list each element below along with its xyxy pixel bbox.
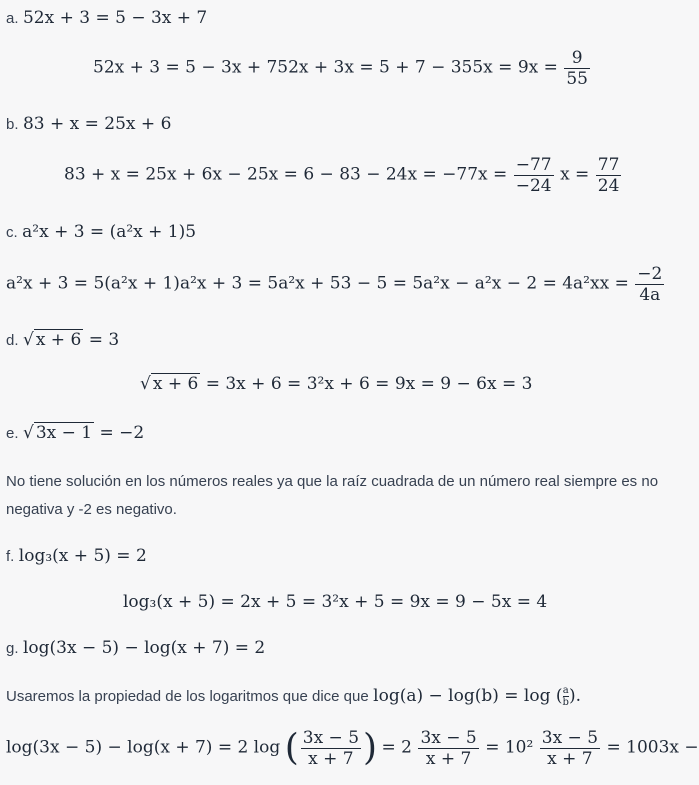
item-a-equation: 52x + 3 = 5 − 3x + 752x + 3x = 5 + 7 − 355x = 9x = xyxy=(93,57,558,78)
item-g-property-left: log(a) − log(b) = log xyxy=(373,686,551,706)
item-c-display xyxy=(6,264,672,305)
item-d-heading xyxy=(6,330,119,350)
item-g-paragraph-line xyxy=(6,683,581,711)
item-a-statement: 52x + 3 = 5 − 3x + 7 xyxy=(22,8,208,28)
item-f-display xyxy=(123,592,547,612)
item-g-open-paren: ( xyxy=(284,727,299,769)
item-b-fraction-2 xyxy=(596,155,622,196)
item-b-fraction-1-den: −24 xyxy=(515,176,552,196)
item-a-label: a. xyxy=(6,10,19,27)
item-g-display-end: = 1003x − xyxy=(606,737,699,758)
item-g-statement: log(3x − 5) − log(x + 7) = 2 xyxy=(22,638,266,658)
item-e-statement-rest: = −2 xyxy=(99,423,145,443)
item-c-label: c. xyxy=(6,224,18,241)
item-g-property: log(a) − log(b) = log ( $\frac{a}{b}$ ). xyxy=(373,685,581,708)
item-f-statement: log₃(x + 5) = 2 xyxy=(18,546,147,566)
item-g-fraction-3 xyxy=(540,728,600,769)
item-e-label: e. xyxy=(6,425,19,442)
item-f-label: f. xyxy=(6,548,15,565)
item-g-label: g. xyxy=(6,640,19,657)
item-a-display xyxy=(93,48,592,89)
item-a-heading xyxy=(6,8,207,28)
item-g-close-paren: ) xyxy=(363,727,378,769)
item-g-fraction-1-num: 3x − 5 xyxy=(302,728,360,748)
item-g-paragraph: Usaremos la propiedad de los logaritmos que dice que xyxy=(6,688,369,705)
item-b-heading xyxy=(6,114,171,134)
item-g-display xyxy=(6,727,699,769)
item-g-property-den: b xyxy=(562,697,569,708)
item-c-fraction-den: 4a xyxy=(639,285,661,305)
item-g-fraction-2 xyxy=(418,728,478,769)
item-g-fraction-1-den: x + 7 xyxy=(308,749,354,769)
item-b-mid: x = xyxy=(560,164,590,185)
item-b-fraction-2-num: 77 xyxy=(597,155,620,175)
item-g-display-mid2: = 10² xyxy=(485,737,534,758)
item-a-fraction-num: 9 xyxy=(564,48,590,69)
item-f-heading xyxy=(6,546,147,566)
item-b-label: b. xyxy=(6,116,19,133)
item-e-paragraph: No tiene solución en los números reales ya que la raíz cuadrada de un número real siempre es no negativa y -2 es negativo. xyxy=(6,473,659,518)
item-b-statement: 83 + x = 25x + 6 xyxy=(22,114,172,134)
item-g-display-start: log(3x − 5) − log(x + 7) = 2 log xyxy=(6,737,281,758)
item-d-display xyxy=(140,374,532,394)
item-g-fraction-2-den: x + 7 xyxy=(425,749,472,769)
item-b-fraction-2-den: 24 xyxy=(597,176,620,196)
item-c-fraction-num: −2 xyxy=(637,264,663,284)
item-g-display-mid1: = 2 xyxy=(381,737,412,758)
item-g-fraction-3-num: 3x − 5 xyxy=(541,728,599,748)
item-g-property-fraction xyxy=(563,685,569,708)
item-d-display-rest: = 3x + 6 = 3²x + 6 = 9x = 9 − 6x = 3 xyxy=(205,374,533,394)
item-d-statement-radicand: x + 6 xyxy=(35,330,82,350)
item-d-display-radicand: x + 6 xyxy=(152,374,199,394)
item-d-statement: √ x + 6 = 3 xyxy=(22,330,120,350)
item-f-equation: log₃(x + 5) = 2x + 5 = 3²x + 5 = 9x = 9 − 5x = 4 xyxy=(123,592,548,612)
item-d-statement-rest: = 3 xyxy=(88,330,120,350)
item-c-fraction xyxy=(635,264,664,305)
item-c-equation: a²x + 3 = 5(a²x + 1)a²x + 3 = 5a²x + 53 − 5 = 5a²x − a²x − 2 = 4a²xx = xyxy=(6,273,629,294)
item-a-fraction-den: 55 xyxy=(566,69,588,89)
item-c-heading xyxy=(6,222,196,242)
item-d-label: d. xyxy=(6,332,19,349)
item-e-statement: √ 3x − 1 = −2 xyxy=(22,423,145,443)
item-b-fraction-1-num: −77 xyxy=(515,155,552,175)
item-e-heading xyxy=(6,423,144,443)
item-d-equation: √ x + 6 = 3x + 6 = 3²x + 6 = 9x = 9 − 6x = 3 xyxy=(140,374,533,394)
item-g-property-num: a xyxy=(562,685,569,696)
item-g-fraction-1 xyxy=(301,728,361,769)
item-g-heading xyxy=(6,638,265,658)
item-b-equation: 83 + x = 25x + 6x − 25x = 6 − 83 − 24x = −77x = xyxy=(64,164,508,185)
item-b-display xyxy=(64,155,623,196)
item-g-fraction-2-num: 3x − 5 xyxy=(420,728,477,748)
item-c-statement: a²x + 3 = (a²x + 1)5 xyxy=(22,222,197,242)
item-a-fraction xyxy=(564,48,590,89)
item-b-fraction-1 xyxy=(514,155,554,196)
item-e-statement-radicand: 3x − 1 xyxy=(35,423,93,443)
item-g-fraction-3-den: x + 7 xyxy=(547,749,593,769)
